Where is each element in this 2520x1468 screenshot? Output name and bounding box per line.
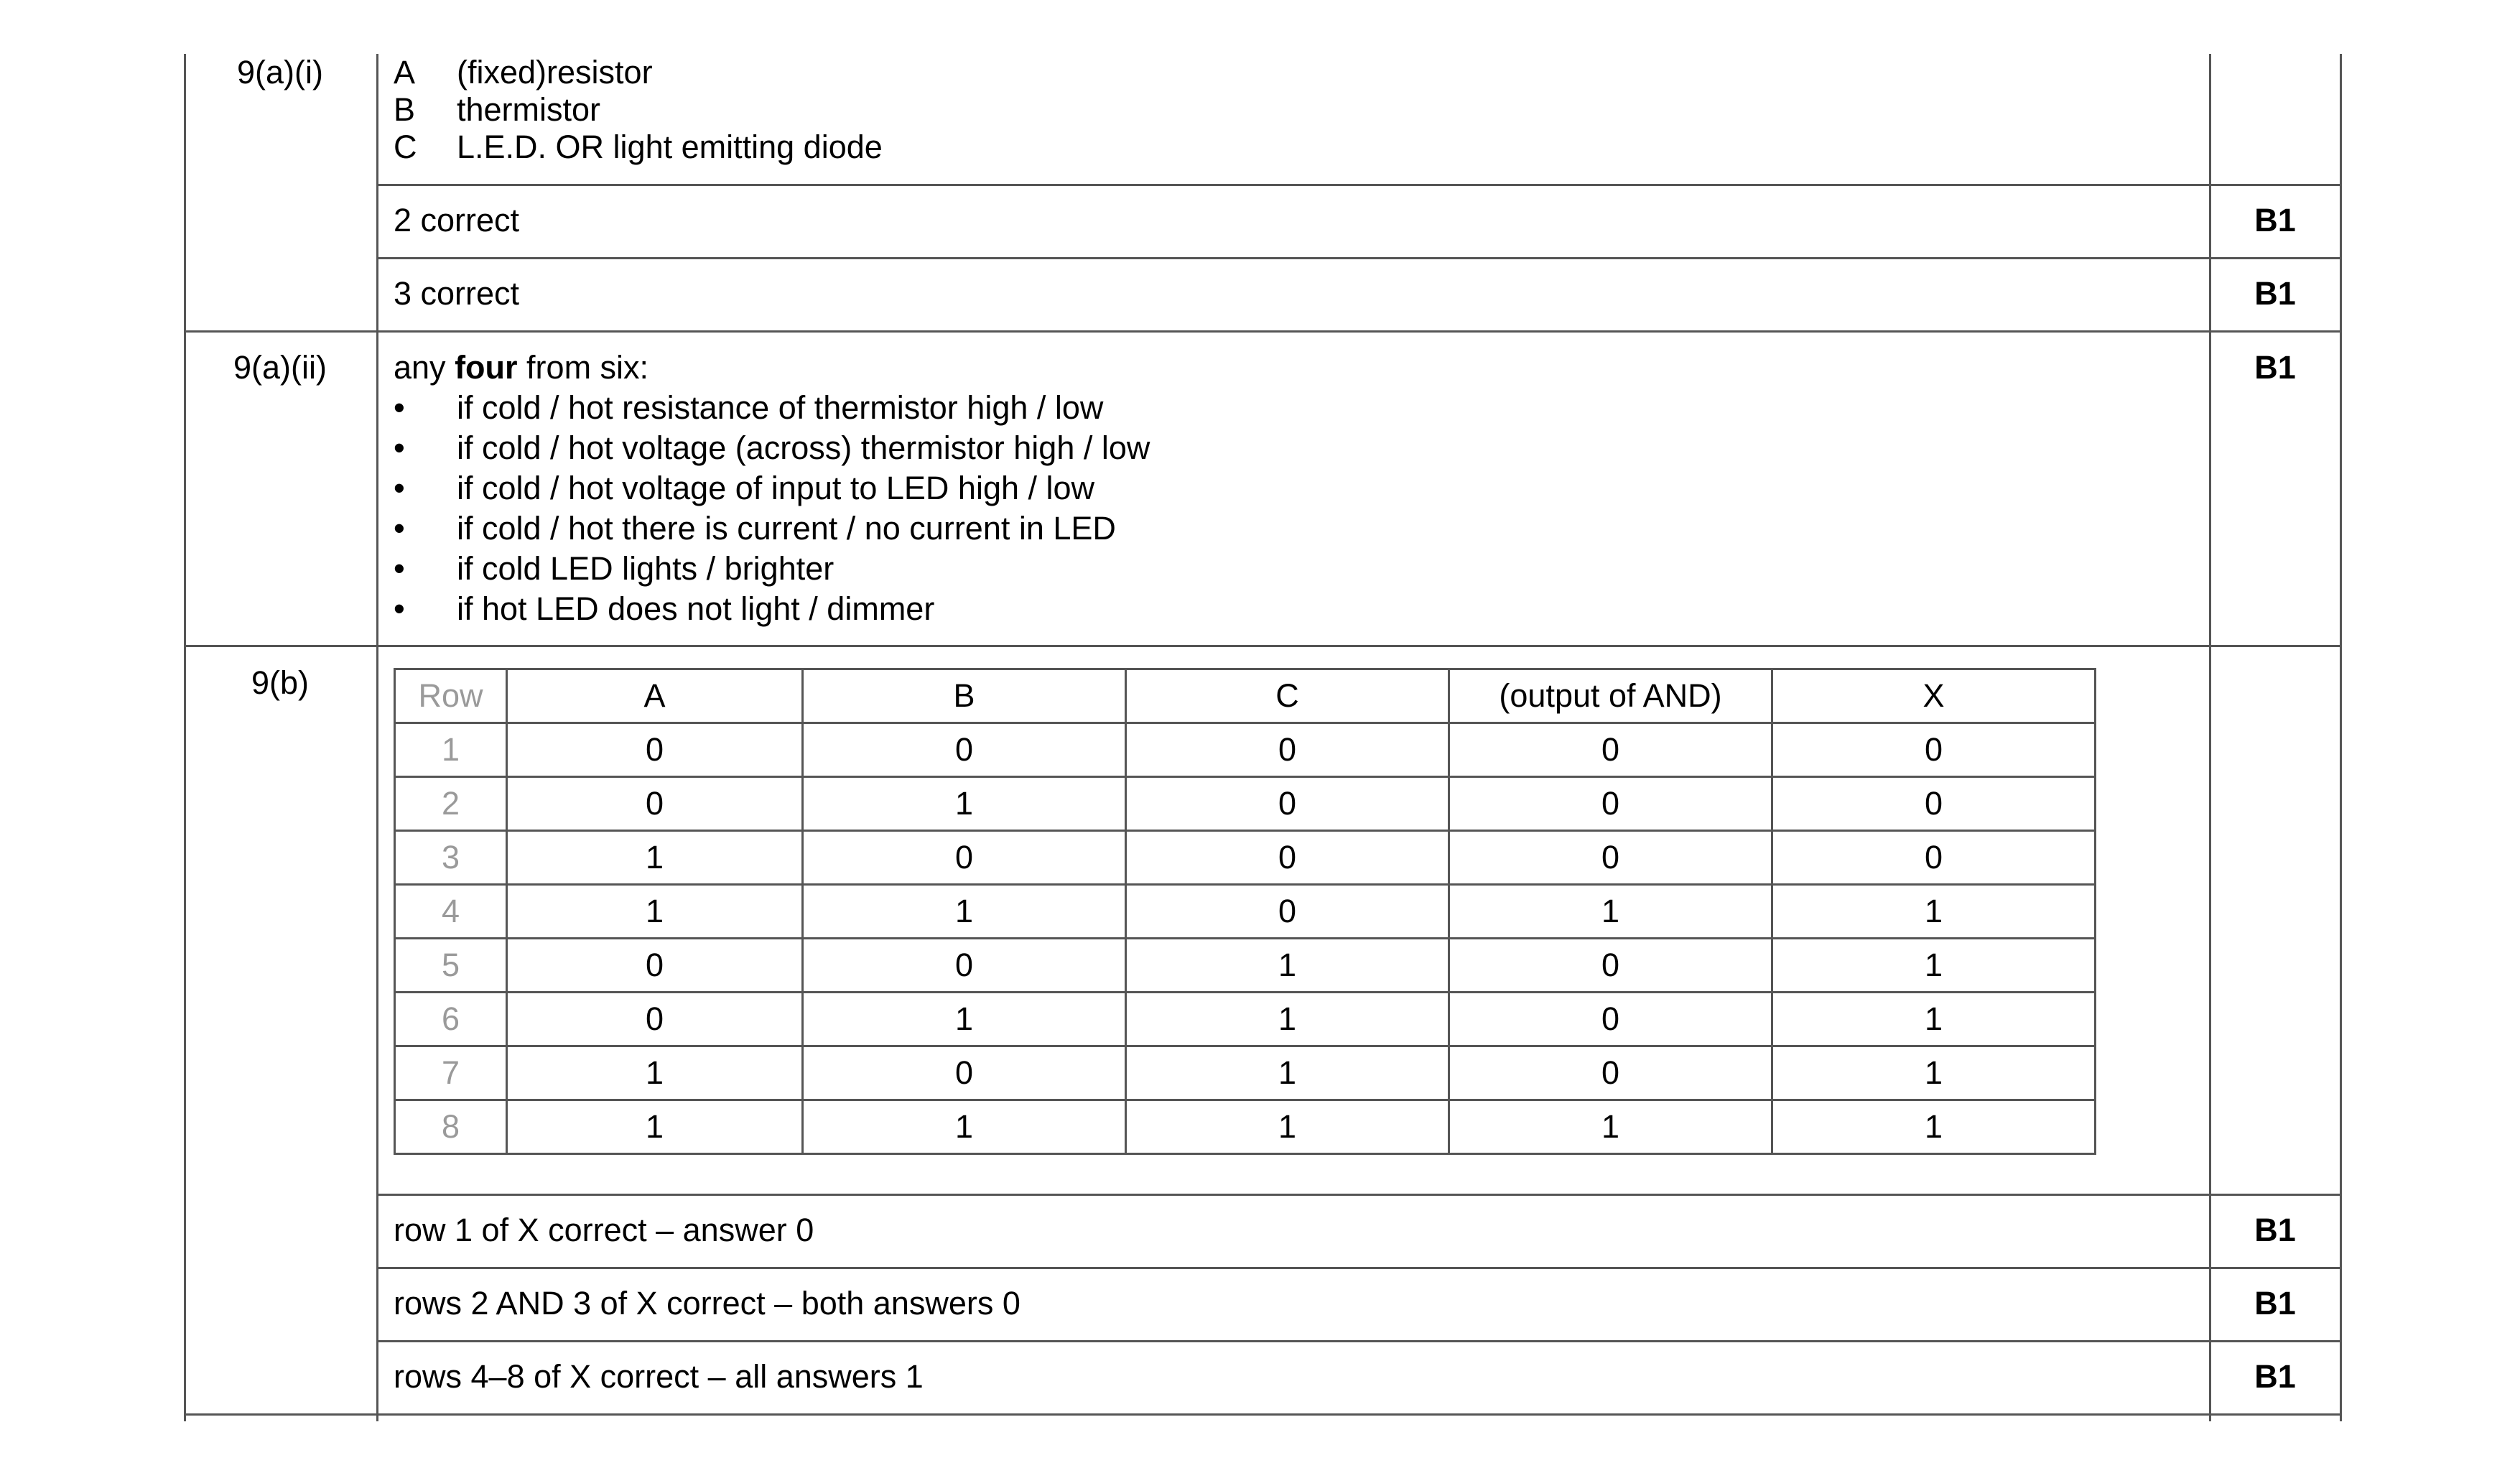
question-number: 9(a)(i): [237, 54, 323, 90]
option-letter: C: [394, 129, 417, 165]
cell-a: 1: [507, 831, 803, 885]
row-number-cell: 1: [395, 723, 507, 777]
answer-point: [394, 389, 1150, 429]
row-divider: [376, 1340, 2342, 1342]
cell-a: 1: [507, 885, 803, 939]
truth-table-header: [395, 669, 2096, 723]
answer-point-text: if cold LED lights / brighter: [457, 550, 834, 587]
option-text: thermistor: [457, 91, 601, 128]
question-number: 9(b): [251, 664, 310, 701]
option-text: (fixed)resistor: [457, 54, 653, 90]
row-number-cell: 4: [395, 885, 507, 939]
row-divider: [376, 257, 2342, 259]
answer-point-text: if hot LED does not light / dimmer: [457, 590, 935, 627]
table-row: [395, 1100, 2096, 1154]
table-row: [395, 777, 2096, 831]
cell-x: 1: [1772, 885, 2096, 939]
cell-c: 1: [1126, 993, 1449, 1046]
header-b: B: [803, 669, 1126, 723]
table-row: [395, 939, 2096, 993]
row-number-cell: 2: [395, 777, 507, 831]
option-text: L.E.D. OR light emitting diode: [457, 129, 883, 165]
option-b: [394, 91, 883, 129]
cell-b: 0: [803, 831, 1126, 885]
cell-c: 1: [1126, 1046, 1449, 1100]
answer-point: [394, 510, 1150, 550]
header-and-output: (output of AND): [1449, 669, 1772, 723]
option-letter: A: [394, 54, 416, 90]
cell-c: 1: [1126, 939, 1449, 993]
cell-b: 0: [803, 1046, 1126, 1100]
intro-text: from six:: [517, 349, 649, 386]
row-number-cell: 6: [395, 993, 507, 1046]
mark-criterion: row 1 of X correct – answer 0: [394, 1212, 814, 1248]
cell-c: 0: [1126, 831, 1449, 885]
cell-c: 0: [1126, 777, 1449, 831]
answer-point: [394, 550, 1150, 590]
row-divider: [376, 1194, 2342, 1196]
cell-b: 1: [803, 777, 1126, 831]
cell-and-output: 0: [1449, 1046, 1772, 1100]
cell-b: 1: [803, 1100, 1126, 1154]
row-number-cell: 5: [395, 939, 507, 993]
table-row: [395, 831, 2096, 885]
header-x: X: [1772, 669, 2096, 723]
mark-value: B1: [2254, 1212, 2296, 1248]
option-a: [394, 54, 883, 91]
table-row: [395, 723, 2096, 777]
option-letter: B: [394, 91, 416, 128]
mark-value: B1: [2254, 349, 2296, 386]
cell-b: 0: [803, 723, 1126, 777]
mark-value: B1: [2254, 1285, 2296, 1321]
bullet-icon: •: [394, 510, 405, 547]
cell-x: 1: [1772, 1100, 2096, 1154]
cell-a: 0: [507, 777, 803, 831]
table-row: [395, 1046, 2096, 1100]
answer-point-text: if cold / hot voltage (across) thermistor high / low: [457, 429, 1150, 466]
truth-table: [394, 668, 2096, 1155]
cell-b: 1: [803, 993, 1126, 1046]
cell-x: 0: [1772, 777, 2096, 831]
cell-a: 1: [507, 1046, 803, 1100]
cell-x: 1: [1772, 939, 2096, 993]
table-border-left: [184, 54, 186, 1421]
bullet-icon: •: [394, 470, 405, 506]
cell-x: 0: [1772, 723, 2096, 777]
row-number-cell: 7: [395, 1046, 507, 1100]
intro-emphasis: four: [455, 349, 518, 386]
cell-and-output: 1: [1449, 1100, 1772, 1154]
answer-point-text: if cold / hot there is current / no current in LED: [457, 510, 1116, 547]
cell-b: 0: [803, 939, 1126, 993]
cell-x: 1: [1772, 993, 2096, 1046]
cell-c: 0: [1126, 885, 1449, 939]
row-number-cell: 3: [395, 831, 507, 885]
row-divider: [184, 330, 2342, 333]
cell-and-output: 0: [1449, 831, 1772, 885]
answer-point-text: if cold / hot resistance of thermistor high / low: [457, 389, 1104, 426]
intro-text: any: [394, 349, 455, 386]
bullet-icon: •: [394, 590, 405, 627]
mark-value: B1: [2254, 202, 2296, 238]
question-number: 9(a)(ii): [233, 349, 327, 386]
mark-value: B1: [2254, 275, 2296, 312]
table-row: [395, 993, 2096, 1046]
mark-criterion: rows 4–8 of X correct – all answers 1: [394, 1358, 924, 1395]
mark-value: B1: [2254, 1358, 2296, 1395]
header-c: C: [1126, 669, 1449, 723]
cell-c: 0: [1126, 723, 1449, 777]
option-c: [394, 129, 883, 166]
answer-point-text: if cold / hot voltage of input to LED high / low: [457, 470, 1095, 506]
table-border-bottom: [184, 1413, 2342, 1416]
cell-a: 0: [507, 939, 803, 993]
cell-and-output: 0: [1449, 777, 1772, 831]
cell-a: 1: [507, 1100, 803, 1154]
answer-intro: [394, 349, 1150, 389]
bullet-icon: •: [394, 389, 405, 426]
bullet-icon: •: [394, 429, 405, 466]
header-row: Row: [395, 669, 507, 723]
row-divider: [376, 184, 2342, 186]
mark-criterion: 2 correct: [394, 202, 520, 238]
answer-point: [394, 429, 1150, 470]
cell-and-output: 0: [1449, 993, 1772, 1046]
row-divider: [376, 1267, 2342, 1269]
row-divider: [184, 645, 2342, 647]
mark-criterion: rows 2 AND 3 of X correct – both answers 0: [394, 1285, 1020, 1321]
cell-x: 1: [1772, 1046, 2096, 1100]
cell-c: 1: [1126, 1100, 1449, 1154]
cell-x: 0: [1772, 831, 2096, 885]
mark-criterion: 3 correct: [394, 275, 520, 312]
header-a: A: [507, 669, 803, 723]
bullet-icon: •: [394, 550, 405, 587]
cell-and-output: 1: [1449, 885, 1772, 939]
table-row: [395, 885, 2096, 939]
cell-a: 0: [507, 993, 803, 1046]
answer-point: [394, 470, 1150, 510]
cell-a: 0: [507, 723, 803, 777]
answer-points: [394, 349, 1150, 631]
component-option-list: [394, 54, 883, 166]
row-number-cell: 8: [395, 1100, 507, 1154]
cell-b: 1: [803, 885, 1126, 939]
cell-and-output: 0: [1449, 939, 1772, 993]
cell-and-output: 0: [1449, 723, 1772, 777]
answer-point: [394, 590, 1150, 631]
